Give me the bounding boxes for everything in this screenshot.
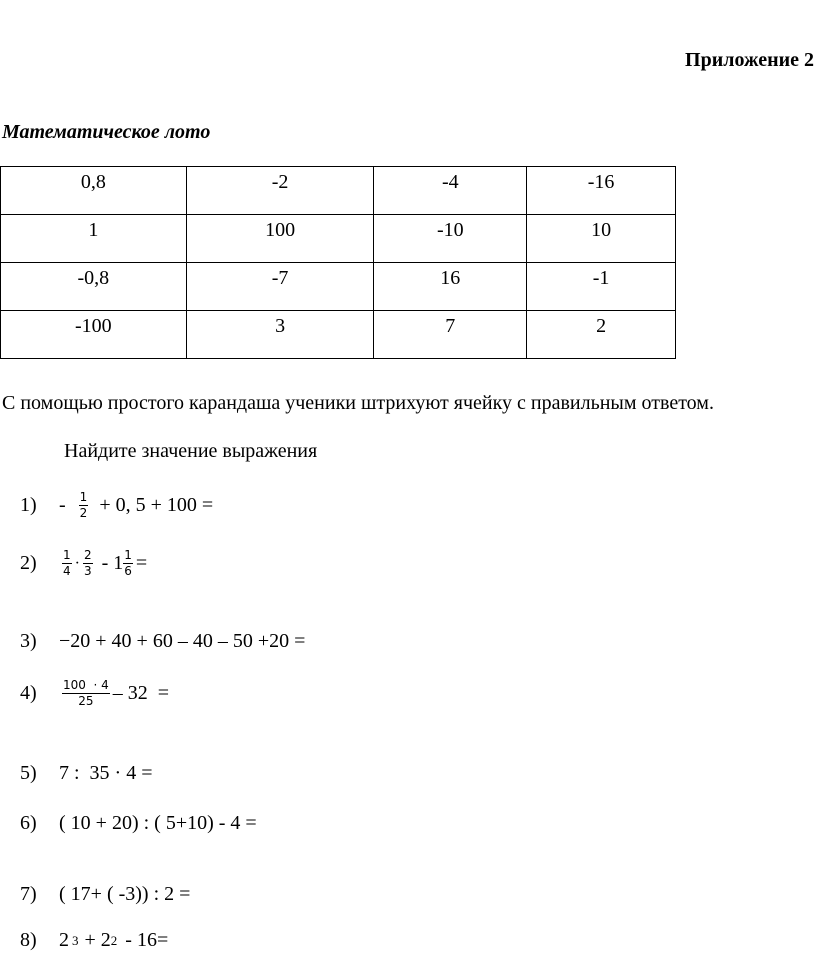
denominator: 3 — [83, 564, 92, 578]
equals-sign: = — [135, 552, 148, 574]
multiply-sign: · — [74, 554, 80, 572]
expression-2 — [20, 548, 147, 579]
fraction — [83, 548, 93, 579]
expression-6 — [20, 812, 257, 835]
numerator: 1 — [79, 490, 88, 504]
minus-sign: - — [59, 494, 66, 516]
expression-text: ( 17+ ( -3)) : 2 = — [59, 883, 191, 905]
item-number: 2) — [20, 552, 37, 574]
table-cell: 3 — [186, 311, 374, 359]
table-cell: 100 — [186, 215, 374, 263]
item-number: 5) — [20, 762, 37, 784]
expression-4 — [20, 678, 169, 709]
table-row — [1, 167, 676, 215]
item-number: 8) — [20, 929, 37, 951]
table-row — [1, 263, 676, 311]
item-number: 3) — [20, 630, 37, 652]
expression-text: ( 10 + 20) : ( 5+10) - 4 = — [59, 812, 257, 834]
expression-1 — [20, 490, 213, 521]
table-cell: 1 — [1, 215, 187, 263]
fraction — [79, 490, 89, 521]
denominator: 25 — [78, 694, 94, 708]
table-cell: -0,8 — [1, 263, 187, 311]
denominator: 4 — [63, 564, 71, 578]
instruction-text: С помощью простого карандаша ученики штрихуют ячейку с правильным ответом. — [2, 392, 714, 414]
item-number: 1) — [20, 494, 37, 516]
table-cell: 16 — [374, 263, 527, 311]
item-number: 6) — [20, 812, 37, 834]
denominator: 2 — [79, 506, 88, 520]
item-number: 4) — [20, 682, 37, 704]
expression-text: – 32 = — [112, 682, 170, 704]
table-cell: -2 — [186, 167, 374, 215]
table-cell: 7 — [374, 311, 527, 359]
expression-7 — [20, 883, 190, 906]
fraction — [123, 548, 133, 579]
appendix-label: Приложение 2 — [685, 49, 814, 71]
numerator: 2 — [83, 548, 92, 562]
fraction — [62, 678, 110, 709]
table-cell: -4 — [374, 167, 527, 215]
page-title: Математическое лото — [2, 121, 211, 143]
expression-3 — [20, 630, 305, 653]
table-cell: 10 — [527, 215, 676, 263]
table-cell: -100 — [1, 311, 187, 359]
table-cell: -1 — [527, 263, 676, 311]
numerator: 100 · 4 — [63, 678, 109, 692]
table-cell: -10 — [374, 215, 527, 263]
task-heading: Найдите значение выражения — [64, 440, 318, 462]
table-cell: -7 — [186, 263, 374, 311]
lotto-table — [0, 166, 676, 359]
expression-text: + 2 — [84, 929, 111, 951]
exponent: 2 — [110, 932, 118, 948]
base: 2 — [59, 929, 69, 951]
expression-text: + 0, 5 + 100 = — [99, 494, 214, 516]
expression-text: - 16= — [125, 929, 169, 951]
table-cell: -16 — [527, 167, 676, 215]
numerator: 1 — [63, 548, 71, 562]
table-cell: 0,8 — [1, 167, 187, 215]
item-number: 7) — [20, 883, 37, 905]
expression-text: −20 + 40 + 60 – 40 – 50 +20 = — [59, 630, 306, 652]
fraction — [62, 548, 72, 579]
expression-text: 7 : 35 · 4 = — [59, 762, 153, 784]
expression-text: - 1 — [101, 552, 124, 574]
expression-5 — [20, 762, 153, 785]
exponent: 3 — [72, 932, 79, 948]
table-row — [1, 311, 676, 359]
table-cell: 2 — [527, 311, 676, 359]
denominator: 6 — [124, 564, 132, 578]
expression-8 — [20, 929, 168, 952]
numerator: 1 — [124, 548, 132, 562]
table-row — [1, 215, 676, 263]
